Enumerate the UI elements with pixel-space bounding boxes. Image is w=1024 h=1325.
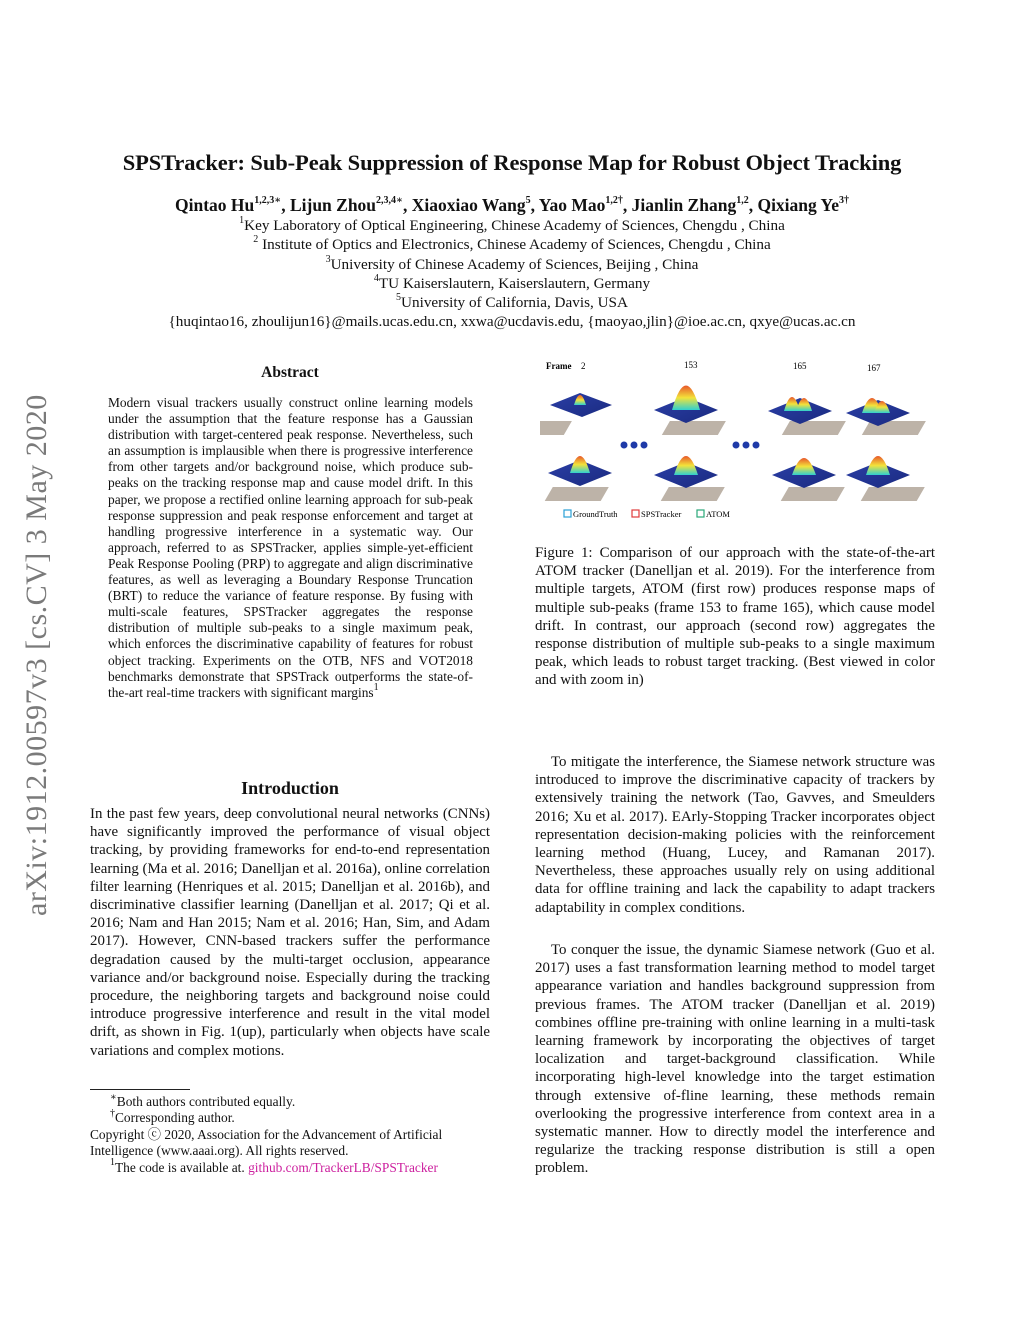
author-name: Lijun Zhou <box>289 195 377 215</box>
copyright-notice: Copyright ⓒ 2020, Association for the Advancement of Artificial Intelligence (www.aaai.org). All rights reserved. <box>90 1126 443 1159</box>
footnote-equal: ∗Both authors contributed equally. <box>110 1091 296 1109</box>
frame-number: 2 <box>581 361 586 371</box>
frame-number: 167 <box>867 363 881 373</box>
response-map <box>545 456 612 501</box>
body-paragraph: To conquer the issue, the dynamic Siamese network (Guo et al. 2017) uses a fast transformation learning method to model target appearance variation and handles background suppression from previous frames. The ATOM tracker (Danelljan et al. 2019) combines offline pre-training with online learning in a multi-task learning framework by incorporating the objectives of target localization and target-background classification. While incorporating high-level knowledge into the target estimation through extensive of-fline learning, these methods remain overlooking the progressive interference from context area in a systematic manner. How to directly model the interference and regularize the tracking response distribution is still a open problem. <box>535 942 935 1177</box>
author-name: Qintao Hu <box>175 195 255 215</box>
footnote-corresponding: †Corresponding author. <box>110 1107 235 1126</box>
affiliation-line: $^2$ Institute of Optics and Electronics, Chinese Academy of Sciences, Chengdu , China <box>253 234 771 254</box>
affiliation-line: $^4$TU Kaiserslautern, Kaiserslautern, Germany <box>373 272 651 292</box>
abstract-body: Modern visual trackers usually construct online learning models under the assumption that the feature response has a Gaussian distribution with target-centered peak response. Nevertheless, such an assumption is implausible when there is progressive interference from other targets and/or background noise, which produce sub-peaks on the tracking response map and cause model drift. In this paper, we propose a rectified online learning approach for sub-peak response suppression and peak response enforcement and target at handling progressive interference in a systematic way. Our approach, referred to as SPSTracker, applies simple-yet-efficient Peak Response Pooling (PRP) to aggregate and align discriminative features, as well as leveraging a Boundary Response Truncation (BRT) to reduce the variance of feature response. By fusing with multi-scale features, SPSTracker aggregates the response distribution of multiple sub-peaks to a single maximum peak, which enforces the discriminative capability of features for robust object tracking. Experiments on the OTB, NFS and VOT2018 benchmarks demonstrate that SPSTrack outperforms the state-of-the-art real-time trackers with significant margins$^1$ <box>108 395 473 700</box>
frame-number: 153 <box>684 360 698 370</box>
abstract-heading: Abstract <box>261 364 319 381</box>
figure-1-caption: Figure 1: Comparison of our approach with the state-of-the-art ATOM tracker (Danelljan et al. 2019). For the interference from multiple targets, ATOM (first row) produces response maps of multiple sub-peaks (frame 153 to frame 165), which cause model drift. In contrast, our approach (second row) aggregates the response distribution of multiple sub-peaks to a single maximum peak, which leads to robust target tracking. (Best viewed in color and with zoom in) <box>535 545 935 689</box>
figure-1-response-maps <box>540 355 940 525</box>
code-link[interactable]: github.com/TrackerLB/SPSTracker <box>248 1159 438 1175</box>
author-name: Yao Mao <box>538 195 606 215</box>
response-map <box>654 456 725 501</box>
section-heading-introduction: Introduction <box>241 778 339 798</box>
affiliations <box>60 216 964 332</box>
author-name: Xiaoxiao Wang <box>411 195 526 215</box>
response-map <box>772 458 845 501</box>
response-map <box>846 398 926 435</box>
figure-legend <box>564 509 730 519</box>
response-map <box>540 393 612 435</box>
response-map <box>768 397 846 435</box>
response-map <box>654 386 726 436</box>
footnote-divider <box>90 1089 190 1090</box>
response-map <box>846 456 925 501</box>
affiliation-line: $^5$University of California, Davis, USA <box>396 292 628 312</box>
affiliation-line: $^1$Key Laboratory of Optical Engineering, Chinese Academy of Sciences, Chengdu , China <box>239 214 785 234</box>
footnotes <box>90 1091 490 1176</box>
email-line: {huqintao16, zhoulijun16}@mails.ucas.edu.cn, xxwa@ucdavis.edu, {maoyao,jlin}@ioe.ac.cn, qxye@ucas.ac.cn <box>168 313 856 331</box>
author-name: Jianlin Zhang <box>631 195 737 215</box>
author-list: Qintao $Hu^{1,2,3∗}$, Lijun Zhou$^{2,3,4∗}$, Xiaoxiao Wang$^5$, Yao Mao$^{1,2\dagger}$, Jianlin Zhang$^{1,2}$, Qixiang $Ye^{3\dagger}$ <box>175 195 849 215</box>
arxiv-identifier: arXiv:1912.00597v3 [cs.CV] 3 May 2020 <box>20 394 53 916</box>
svg-text:GroundTruth: GroundTruth <box>573 509 618 519</box>
svg-text:SPSTracker: SPSTracker <box>641 509 682 519</box>
author-name: Qixiang Ye <box>757 195 839 215</box>
ellipsis-dots <box>621 442 760 449</box>
footnote-code: $^1$The code is available at. github.com/TrackerLB/SPSTracker <box>110 1157 438 1175</box>
affiliation-line: $^3$University of Chinese Academy of Sciences, Beijing , China <box>325 253 699 273</box>
frame-number: 165 <box>793 361 807 371</box>
paper-title: SPSTracker: Sub-Peak Suppression of Response Map for Robust Object Tracking <box>122 150 902 175</box>
body-paragraph: To mitigate the interference, the Siamese network structure was introduced to improve the discriminative capacity of trackers by extensively training the network (Tao, Gavves, and Smeulders 2016; Xu et al. 2017). EArly-Stopping Tracker incorporates object representation decision-making policies with the reinforcement learning method (Huang, Lucey, and Ramanan 2017). Nevertheless, these approaches usually rely on using additional data for offline training and lack the capability to adapt trackers adaptability in complex conditions. <box>535 754 935 916</box>
svg-text:ATOM: ATOM <box>706 509 730 519</box>
intro-paragraph: In the past few years, deep convolutional neural networks (CNNs) have significantly improved the performance of visual object tracking, by providing frameworks for end-to-end representation learning (Ma et al. 2016; Danelljan et al. 2016a), online correlation filter learning (Henriques et al. 2015; Danelljan et al. 2016b), and discriminative classifier learning (Danelljan et al. 2017; Qi et al. 2016; Nam and Han 2015; Nam et al. 2016; Han, Sim, and Adam 2017). However, CNN-based trackers suffer the performance degradation caused by the multi-target occlusion, appearance variance and/or background noise. Especially during the tracking procedure, the neighboring targets and background noise could introduce progressive interference and result in the vital model drift, as shown in Fig. 1(up), particularly when objects have scale variations and complex motions. <box>90 806 490 1059</box>
frame-label: Frame <box>546 361 572 371</box>
